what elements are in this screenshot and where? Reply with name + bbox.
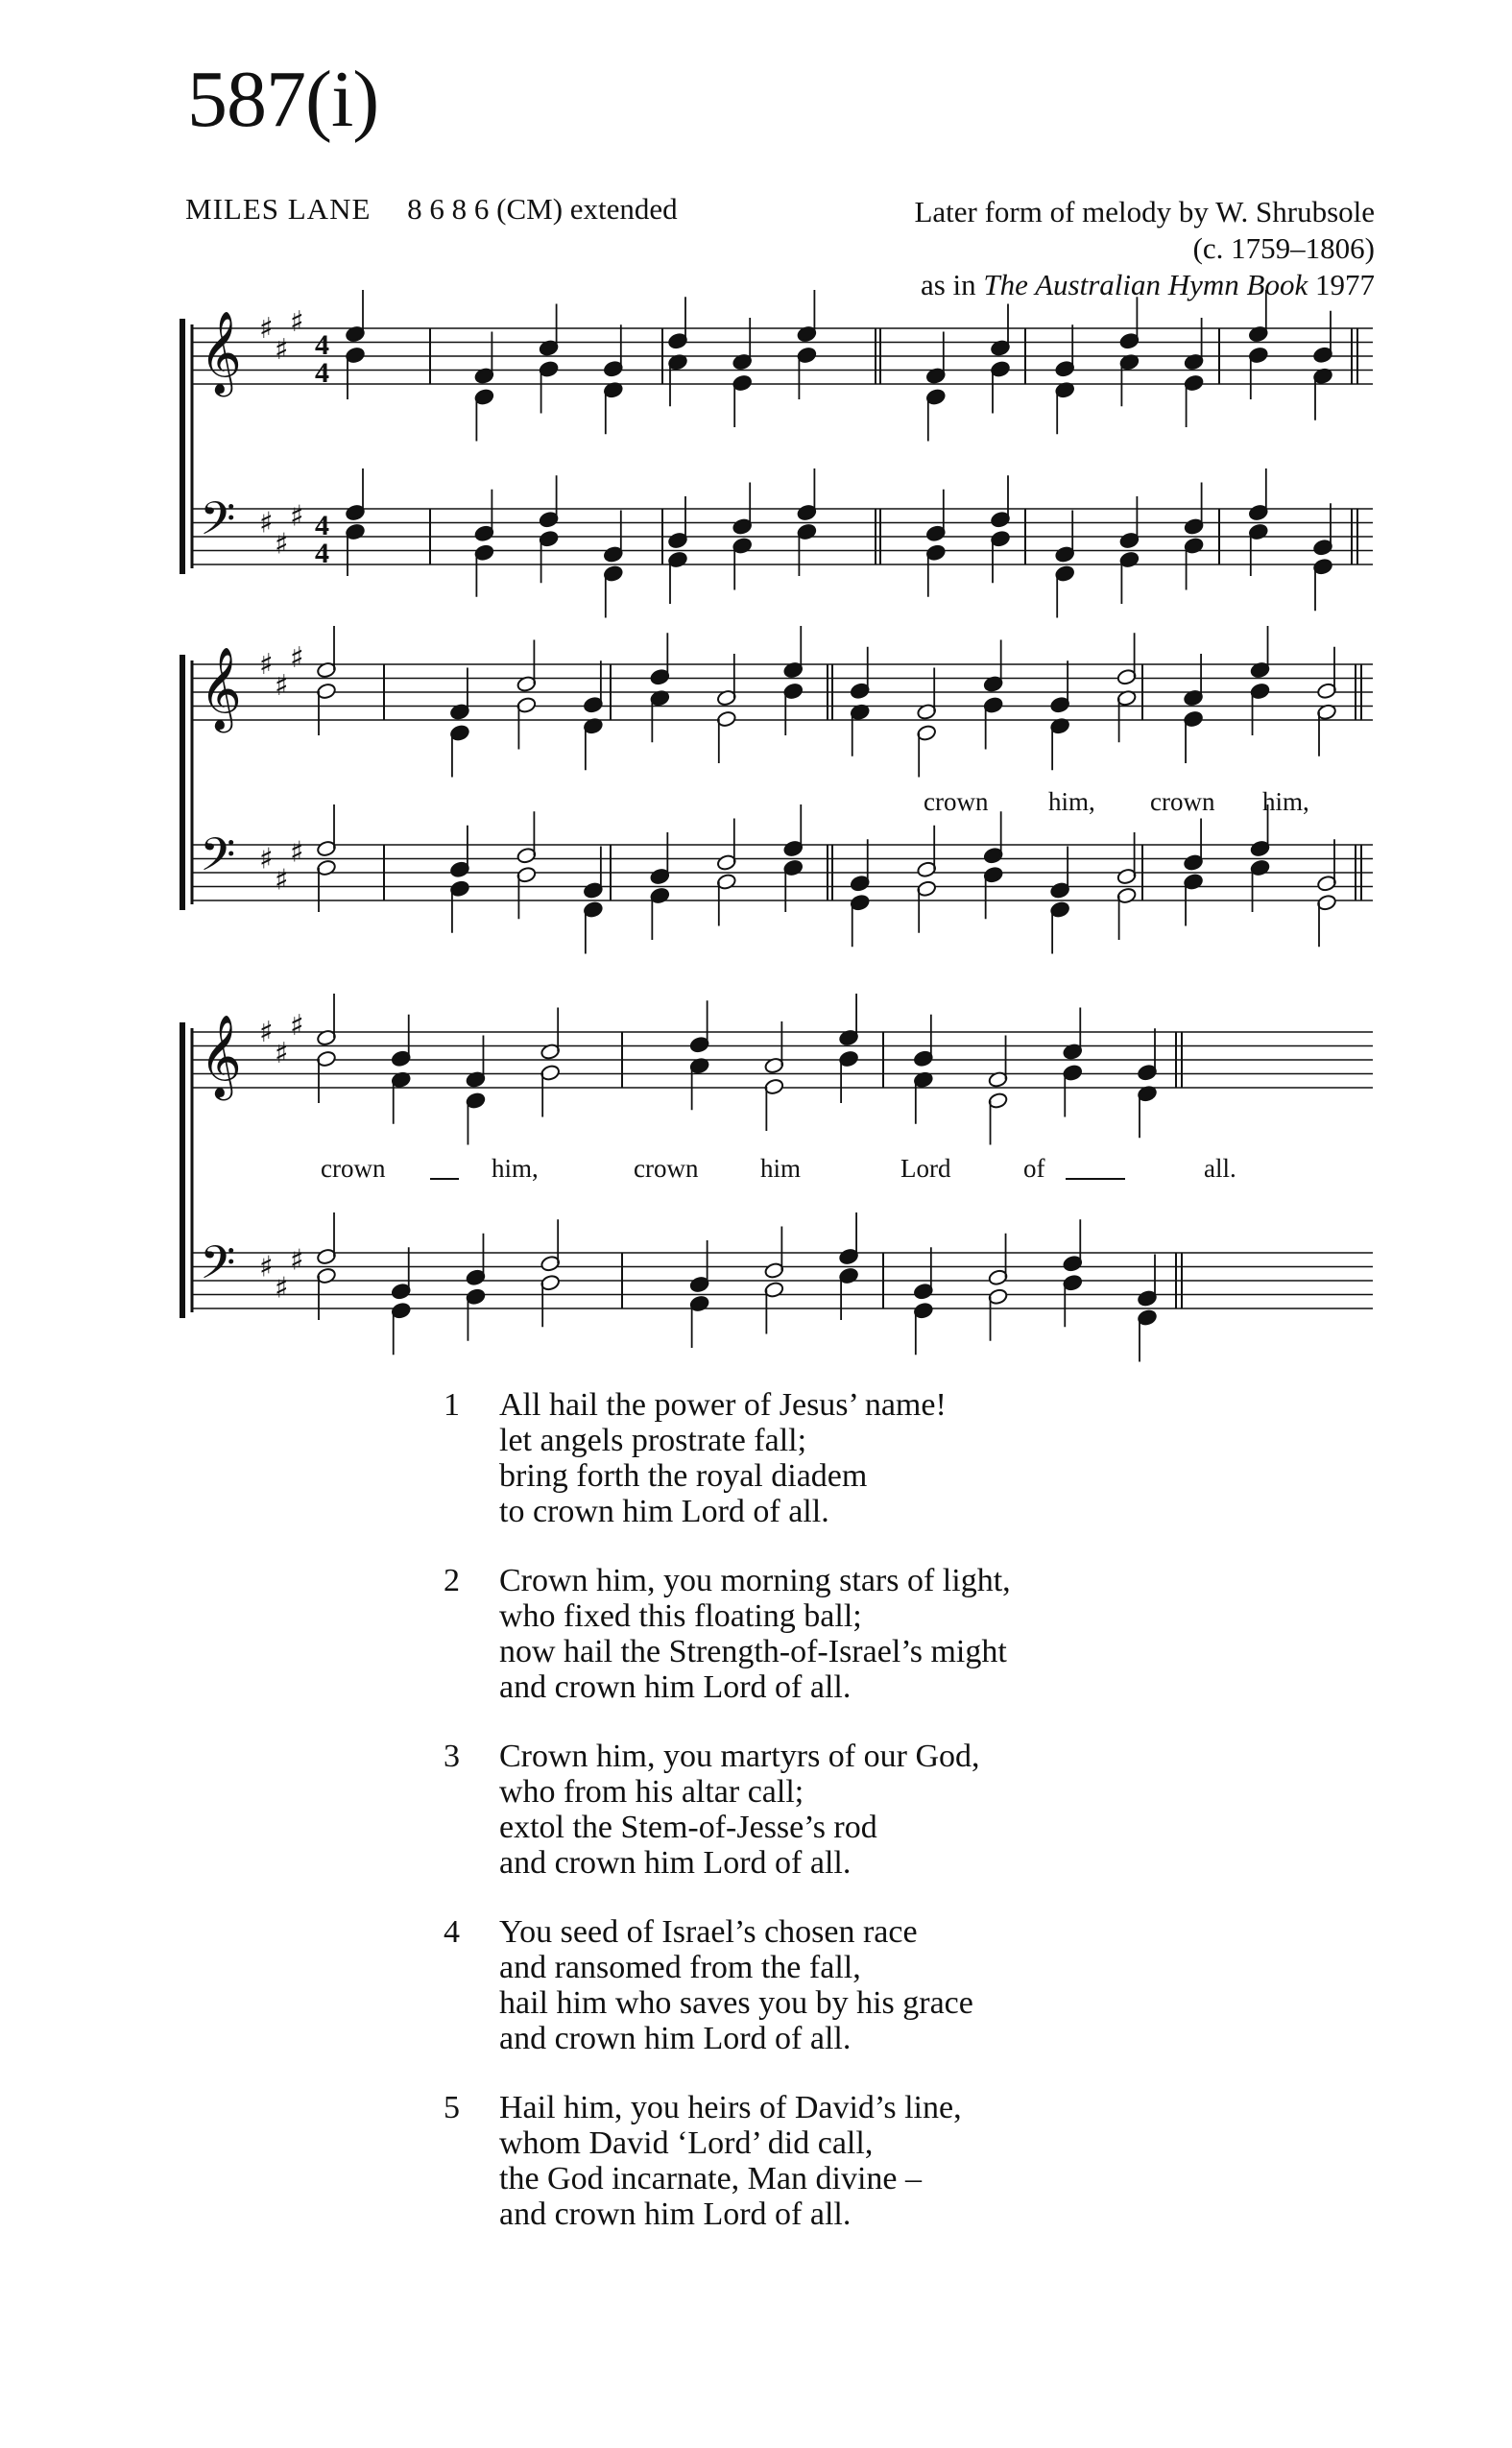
treble-clef-icon: 𝄞 [200, 647, 242, 730]
source-title: The Australian Hymn Book [983, 268, 1308, 301]
sharp-icon: ♯ [275, 332, 289, 367]
time-signature-bottom: 4 [315, 538, 329, 569]
verse-number: 1 [444, 1387, 460, 1423]
time-signature-top: 4 [315, 510, 329, 541]
meter: 8 6 8 6 (CM) extended [407, 192, 678, 226]
verses [444, 1387, 1011, 2266]
verse-line: Crown him, you martyrs of our God, [499, 1739, 980, 1774]
sharp-icon: ♯ [259, 1016, 274, 1049]
time-signature-bottom: 4 [315, 357, 329, 389]
verse-number: 5 [444, 2090, 460, 2125]
verse-line: whom David ‘Lord’ did call, [499, 2125, 874, 2161]
verse-number: 2 [444, 1563, 460, 1598]
verse [444, 1739, 1011, 1881]
sharp-icon: ♯ [275, 1271, 289, 1306]
verse-line: who fixed this floating ball; [499, 1598, 862, 1634]
verse-line: Crown him, you morning stars of light, [499, 1563, 1011, 1598]
verse-line: and crown him Lord of all. [499, 1845, 852, 1881]
verse-line: extol the Stem-of-Jesse’s rod [499, 1810, 877, 1845]
lyric: of [1023, 1154, 1045, 1183]
lyric: crown [924, 787, 989, 816]
verse-line: the God incarnate, Man divine – [499, 2161, 922, 2196]
tune-name: MILES LANE [185, 192, 372, 226]
hymn-number: 587(i) [187, 55, 379, 144]
lyric: him, [1262, 787, 1309, 816]
attribution-line2: (c. 1759–1806) [1192, 231, 1375, 265]
bass-clef-icon: 𝄢 [200, 492, 236, 557]
bass-clef-icon: 𝄢 [200, 828, 236, 893]
verse-line: Hail him, you heirs of David’s line, [499, 2090, 962, 2125]
verse [444, 1914, 1011, 2056]
verse-line: and crown him Lord of all. [499, 1669, 852, 1705]
sharp-icon: ♯ [290, 499, 304, 534]
lyrics-system-3 [321, 1154, 1236, 1183]
verse [444, 1563, 1011, 1705]
sharp-icon: ♯ [259, 1250, 274, 1284]
lyric: crown [1150, 787, 1215, 816]
sharp-icon: ♯ [275, 527, 289, 562]
lyric: him [760, 1154, 802, 1183]
verse [444, 2090, 1011, 2232]
verse-line: hail him who saves you by his grace [499, 1985, 973, 2021]
sharp-icon: ♯ [259, 842, 274, 876]
sharp-icon: ♯ [290, 304, 304, 339]
score-systems [182, 290, 1373, 1362]
sharp-icon: ♯ [290, 1008, 304, 1043]
verse [444, 1387, 1011, 1529]
lyric: crown [634, 1154, 699, 1183]
verse-line: and ransomed from the fall, [499, 1950, 861, 1985]
verse-number: 3 [444, 1739, 460, 1774]
sharp-icon: ♯ [275, 863, 289, 898]
attribution-line3: as in The Australian Hymn Book 1977 [920, 268, 1375, 301]
lyrics-system-2 [924, 787, 1309, 816]
bass-clef-icon: 𝄢 [200, 1236, 236, 1301]
lyric: him, [1048, 787, 1095, 816]
sharp-icon: ♯ [275, 1036, 289, 1070]
lyric: Lord [900, 1154, 951, 1183]
time-signature-top: 4 [315, 329, 329, 361]
verse-line: bring forth the royal diadem [499, 1458, 868, 1494]
attribution-line1: Later form of melody by W. Shrubsole [914, 195, 1375, 228]
sharp-icon: ♯ [259, 506, 274, 540]
treble-clef-icon: 𝄞 [200, 1015, 242, 1097]
lyric: him, [492, 1154, 539, 1183]
sharp-icon: ♯ [290, 640, 304, 675]
verse-line: and crown him Lord of all. [499, 2021, 852, 2056]
lyric: crown [321, 1154, 386, 1183]
sharp-icon: ♯ [259, 312, 274, 346]
verse-line: let angels prostrate fall; [499, 1423, 807, 1458]
verse-line: and crown him Lord of all. [499, 2196, 852, 2232]
sharp-icon: ♯ [259, 648, 274, 682]
verse-line: to crown him Lord of all. [499, 1494, 829, 1529]
sharp-icon: ♯ [275, 668, 289, 703]
verse-line: All hail the power of Jesus’ name! [499, 1387, 947, 1423]
verse-line: You seed of Israel’s chosen race [499, 1914, 918, 1950]
lyric: all. [1204, 1154, 1236, 1183]
verse-number: 4 [444, 1914, 460, 1950]
treble-clef-icon: 𝄞 [200, 311, 242, 394]
verse-line: now hail the Strength-of-Israel’s might [499, 1634, 1007, 1669]
verse-line: who from his altar call; [499, 1774, 804, 1810]
sharp-icon: ♯ [290, 835, 304, 870]
sharp-icon: ♯ [290, 1243, 304, 1278]
